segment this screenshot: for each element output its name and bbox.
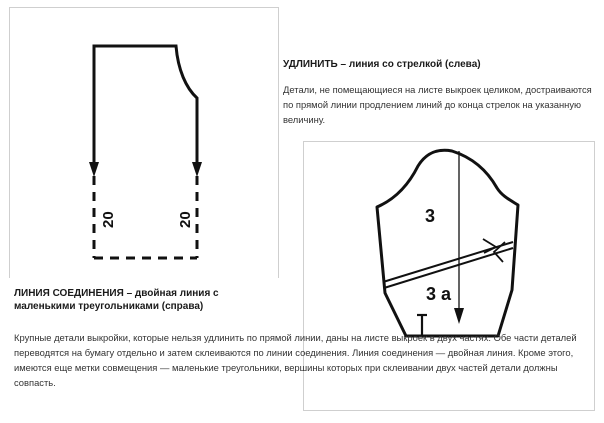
extension-pattern-piece [94, 46, 197, 162]
grain-arrow-head-icon [454, 308, 464, 324]
left-arrow-head-icon [89, 162, 99, 177]
join-section-title: ЛИНИЯ СОЕДИНЕНИЯ – двойная линия с маленькими треугольниками (справа) [14, 288, 219, 312]
extend-section-text: Детали, не помещающиеся на листе выкроек целиком, достраиваются по прямой линии продлением линий до конца стрелок на указанную величину. [283, 84, 592, 125]
lower-part-label: 3 а [426, 284, 452, 304]
extension-label-left: 20 [100, 211, 117, 228]
right-arrow-head-icon [192, 162, 202, 177]
join-section-text: Крупные детали выкройки, которые нельзя удлинить по прямой линии, даны на листе выкроек в двух частях. Обе части деталей переводятся на бумагу отдельно и затем склеиваются по линии соединения. Линия соединения — двойная линия. Кроме этого, имеются еще метки совмещения — маленькие треугольники, вершины которых при склеивании двух частей детали должны совпасть. [14, 332, 577, 388]
sleeve-outline [377, 150, 518, 336]
extension-arrows [89, 162, 202, 177]
extend-section-title: УДЛИНИТЬ – линия со стрелкой (слева) [283, 59, 481, 70]
pattern-piece-outline [94, 46, 197, 162]
extension-label-right: 20 [177, 211, 194, 228]
sleeve-pattern-piece [377, 150, 518, 336]
upper-part-label: 3 [425, 206, 436, 226]
